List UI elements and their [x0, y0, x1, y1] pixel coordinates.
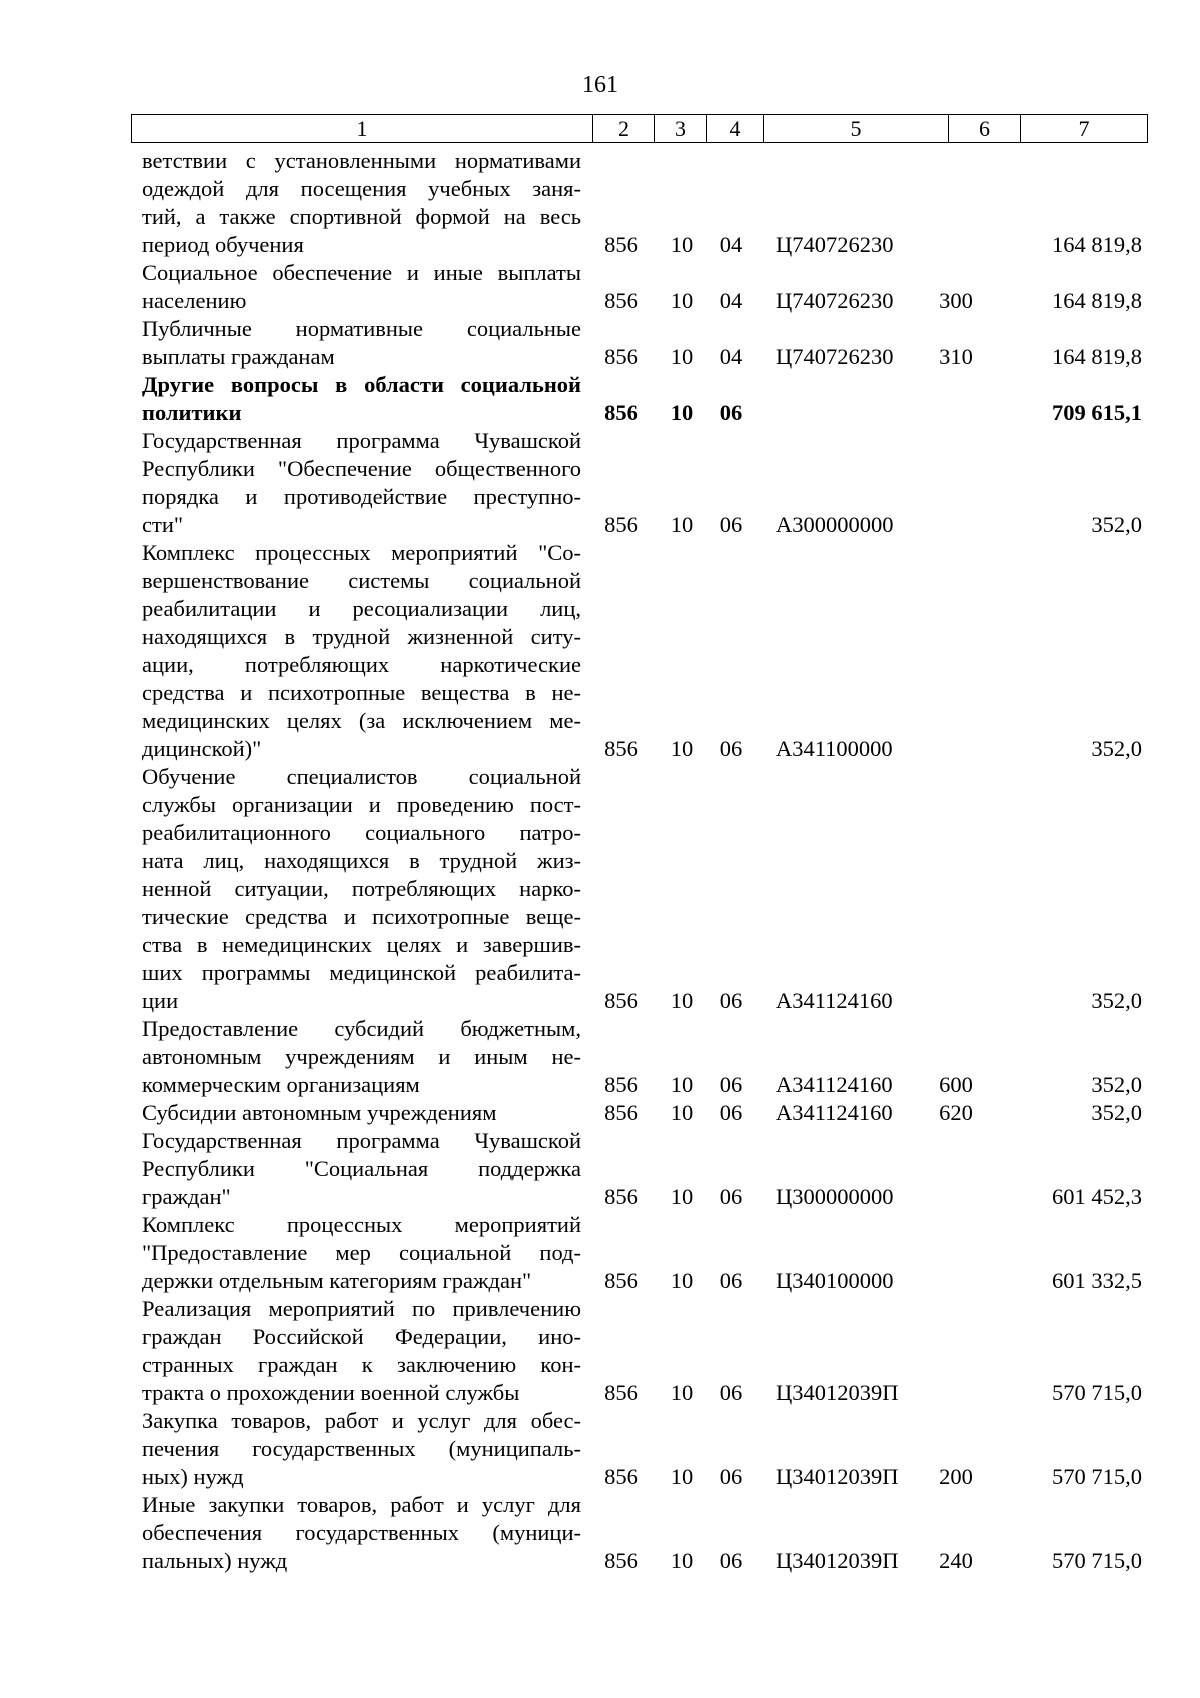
amount: 570 715,0 [1052, 1464, 1142, 1489]
description-line: Республики "Социальная поддержка [142, 1156, 581, 1181]
amount: 164 819,8 [1052, 232, 1142, 257]
amount: 352,0 [1091, 512, 1142, 537]
row-description [142, 427, 581, 539]
ministry-code: 856 [604, 1072, 638, 1097]
amount: 709 615,1 [1052, 400, 1142, 425]
table-row [0, 1015, 1200, 1099]
section-code: 10 [670, 1100, 694, 1125]
amount: 352,0 [1091, 988, 1142, 1013]
description-line: обеспечения государственных (муници- [142, 1520, 581, 1545]
section-code: 10 [670, 400, 694, 425]
description-line: держки отдельным категориям граждан" [142, 1268, 532, 1293]
description-line: пальных) нужд [142, 1548, 288, 1573]
description-line: Комплекс процессных мероприятий "Со- [142, 540, 581, 565]
subsection-code: 04 [719, 344, 743, 369]
description-line: находящихся в трудной жизненной ситу- [142, 624, 581, 649]
description-line: период обучения [142, 232, 304, 257]
description-line: Субсидии автономным учреждениям [142, 1100, 497, 1125]
ministry-code: 856 [604, 400, 638, 425]
column-header-4: 4 [707, 115, 764, 143]
row-description [142, 147, 581, 259]
column-header-6: 6 [949, 115, 1021, 143]
target-article-code: А300000000 [776, 512, 894, 537]
description-line: политики [142, 400, 242, 425]
row-description [142, 1099, 581, 1127]
section-code: 10 [670, 1268, 694, 1293]
description-line: Публичные нормативные социальные [142, 316, 581, 341]
target-article-code: Ц34012039П [776, 1380, 899, 1405]
target-article-code: Ц300000000 [776, 1184, 894, 1209]
table-row [0, 371, 1200, 427]
subsection-code: 06 [719, 1380, 743, 1405]
amount: 164 819,8 [1052, 344, 1142, 369]
target-article-code: А341124160 [776, 1100, 893, 1125]
column-header-1: 1 [132, 115, 593, 143]
description-line: коммерческим организациям [142, 1072, 420, 1097]
section-code: 10 [670, 1072, 694, 1097]
description-line: Государственная программа Чувашской [142, 428, 581, 453]
amount: 601 332,5 [1052, 1268, 1142, 1293]
section-code: 10 [670, 288, 694, 313]
row-description [142, 1491, 581, 1575]
subsection-code: 06 [719, 1464, 743, 1489]
row-description [142, 1015, 581, 1099]
section-code: 10 [670, 988, 694, 1013]
subsection-code: 06 [719, 988, 743, 1013]
ministry-code: 856 [604, 1184, 638, 1209]
target-article-code: А341124160 [776, 988, 893, 1013]
amount: 570 715,0 [1052, 1548, 1142, 1573]
section-code: 10 [670, 1184, 694, 1209]
subsection-code: 04 [719, 232, 743, 257]
table-row [0, 1407, 1200, 1491]
table-row [0, 147, 1200, 259]
expense-type-code: 240 [939, 1548, 973, 1573]
description-line: Другие вопросы в области социальной [142, 372, 581, 397]
row-description [142, 1127, 581, 1211]
description-line: граждан" [142, 1184, 231, 1209]
description-line: службы организации и проведению пост- [142, 792, 581, 817]
row-description [142, 763, 581, 1015]
section-code: 10 [670, 1380, 694, 1405]
description-line: дицинской)" [142, 736, 262, 761]
description-line: ната лиц, находящихся в трудной жиз- [142, 848, 581, 873]
description-line: ненной ситуации, потребляющих нарко- [142, 876, 581, 901]
ministry-code: 856 [604, 1548, 638, 1573]
ministry-code: 856 [604, 232, 638, 257]
ministry-code: 856 [604, 1380, 638, 1405]
table-row [0, 539, 1200, 763]
amount: 570 715,0 [1052, 1380, 1142, 1405]
row-description [142, 1295, 581, 1407]
table-row [0, 1127, 1200, 1211]
subsection-code: 04 [719, 288, 743, 313]
row-description [142, 1211, 581, 1295]
target-article-code: Ц34012039П [776, 1548, 899, 1573]
table-row [0, 259, 1200, 315]
description-line: выплаты гражданам [142, 344, 335, 369]
description-line: тракта о прохождении военной службы [142, 1380, 520, 1405]
expense-type-code: 600 [939, 1072, 973, 1097]
table-row [0, 427, 1200, 539]
description-line: Социальное обеспечение и иные выплаты [142, 260, 581, 285]
subsection-code: 06 [719, 400, 743, 425]
description-line: ации, потребляющих наркотические [142, 652, 581, 677]
description-line: Иные закупки товаров, работ и услуг для [142, 1492, 581, 1517]
row-description [142, 315, 581, 371]
description-line: ных) нужд [142, 1464, 244, 1489]
description-line: тические средства и психотропные веще- [142, 904, 581, 929]
subsection-code: 06 [719, 512, 743, 537]
description-line: граждан Российской Федерации, ино- [142, 1324, 581, 1349]
description-line: тий, а также спортивной формой на весь [142, 204, 581, 229]
description-line: ства в немедицинских целях и завершив- [142, 932, 581, 957]
section-code: 10 [670, 736, 694, 761]
ministry-code: 856 [604, 512, 638, 537]
section-code: 10 [670, 1548, 694, 1573]
ministry-code: 856 [604, 1464, 638, 1489]
description-line: ших программы медицинской реабилита- [142, 960, 581, 985]
expense-type-code: 300 [939, 288, 973, 313]
subsection-code: 06 [719, 1548, 743, 1573]
description-line: Предоставление субсидий бюджетным, [142, 1016, 581, 1041]
description-line: автономным учреждениям и иным не- [142, 1044, 581, 1069]
column-header-5: 5 [764, 115, 949, 143]
amount: 164 819,8 [1052, 288, 1142, 313]
description-line: медицинских целях (за исключением ме- [142, 708, 581, 733]
description-line: средства и психотропные вещества в не- [142, 680, 581, 705]
description-line: Реализация мероприятий по привлечению [142, 1296, 581, 1321]
description-line: порядка и противодействие преступно- [142, 484, 581, 509]
subsection-code: 06 [719, 1184, 743, 1209]
expense-type-code: 200 [939, 1464, 973, 1489]
budget-table-body [0, 147, 1200, 1575]
description-line: ветствии с установленными нормативами [142, 148, 581, 173]
target-article-code: Ц34012039П [776, 1464, 899, 1489]
column-header-3: 3 [655, 115, 707, 143]
description-line: реабилитации и ресоциализации лиц, [142, 596, 581, 621]
description-line: реабилитационного социального патро- [142, 820, 581, 845]
description-line: печения государственных (муниципаль- [142, 1436, 581, 1461]
column-header-2: 2 [593, 115, 655, 143]
description-line: сти" [142, 512, 184, 537]
description-line: странных граждан к заключению кон- [142, 1352, 581, 1377]
table-row [0, 1099, 1200, 1127]
table-row [0, 1211, 1200, 1295]
description-line: Закупка товаров, работ и услуг для обес- [142, 1408, 581, 1433]
ministry-code: 856 [604, 344, 638, 369]
target-article-code: Ц740726230 [776, 344, 894, 369]
subsection-code: 06 [719, 1268, 743, 1293]
row-description [142, 259, 581, 315]
target-article-code: Ц740726230 [776, 232, 894, 257]
expense-type-code: 620 [939, 1100, 973, 1125]
amount: 352,0 [1091, 1100, 1142, 1125]
description-line: Комплекс процессных мероприятий [142, 1212, 581, 1237]
row-description [142, 371, 581, 427]
target-article-code: А341100000 [776, 736, 893, 761]
section-code: 10 [670, 512, 694, 537]
ministry-code: 856 [604, 1268, 638, 1293]
table-row [0, 1491, 1200, 1575]
description-line: Обучение специалистов социальной [142, 764, 581, 789]
row-description [142, 539, 581, 763]
amount: 352,0 [1091, 736, 1142, 761]
ministry-code: 856 [604, 288, 638, 313]
description-line: "Предоставление мер социальной под- [142, 1240, 581, 1265]
description-line: ции [142, 988, 179, 1013]
column-header-table [131, 114, 1148, 143]
column-header-7: 7 [1021, 115, 1148, 143]
section-code: 10 [670, 344, 694, 369]
section-code: 10 [670, 232, 694, 257]
table-row [0, 1295, 1200, 1407]
amount: 352,0 [1091, 1072, 1142, 1097]
description-line: одеждой для посещения учебных заня- [142, 176, 581, 201]
description-line: вершенствование системы социальной [142, 568, 581, 593]
page-number: 161 [582, 72, 618, 98]
subsection-code: 06 [719, 1072, 743, 1097]
ministry-code: 856 [604, 1100, 638, 1125]
ministry-code: 856 [604, 988, 638, 1013]
target-article-code: Ц340100000 [776, 1268, 894, 1293]
section-code: 10 [670, 1464, 694, 1489]
expense-type-code: 310 [939, 344, 973, 369]
description-line: населению [142, 288, 247, 313]
row-description [142, 1407, 581, 1491]
description-line: Государственная программа Чувашской [142, 1128, 581, 1153]
table-row [0, 763, 1200, 1015]
ministry-code: 856 [604, 736, 638, 761]
target-article-code: А341124160 [776, 1072, 893, 1097]
target-article-code: Ц740726230 [776, 288, 894, 313]
table-row [0, 315, 1200, 371]
description-line: Республики "Обеспечение общественного [142, 456, 581, 481]
subsection-code: 06 [719, 736, 743, 761]
column-header-row [132, 115, 1148, 143]
amount: 601 452,3 [1052, 1184, 1142, 1209]
subsection-code: 06 [719, 1100, 743, 1125]
